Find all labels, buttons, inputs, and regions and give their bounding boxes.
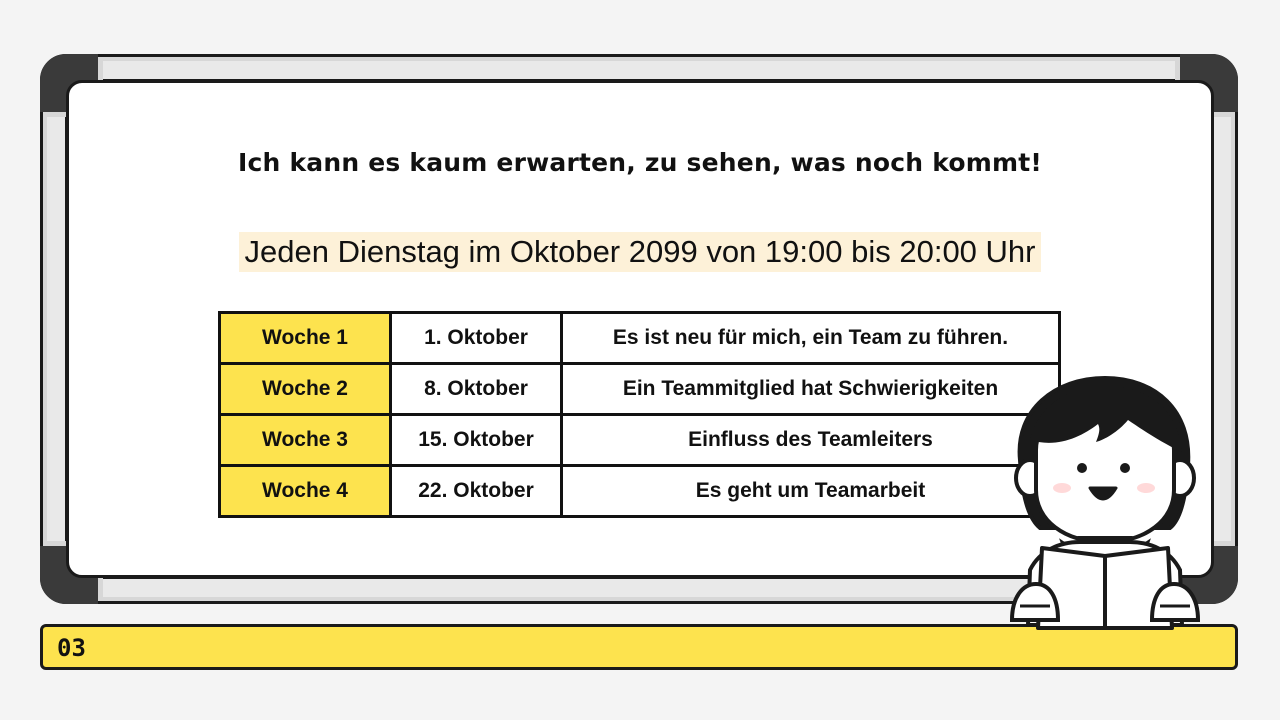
table-row — [220, 415, 1060, 466]
whiteboard-rail-top — [103, 61, 1175, 82]
schedule-subline: Jeden Dienstag im Oktober 2099 von 19:00 bis 20:00 Uhr — [239, 232, 1042, 272]
table-row — [220, 313, 1060, 364]
week-cell: Woche 1 — [220, 313, 391, 364]
topic-cell: Einfluss des Teamleiters — [562, 415, 1060, 466]
week-cell: Woche 4 — [220, 466, 391, 517]
topic-cell: Ein Teammitglied hat Schwierigkeiten — [562, 364, 1060, 415]
date-cell: 1. Oktober — [391, 313, 562, 364]
footer-bar — [40, 624, 1238, 670]
date-cell: 15. Oktober — [391, 415, 562, 466]
subline-wrapper — [0, 232, 1280, 272]
topic-cell: Es geht um Teamarbeit — [562, 466, 1060, 517]
week-cell: Woche 3 — [220, 415, 391, 466]
table-row — [220, 466, 1060, 517]
topic-cell: Es ist neu für mich, ein Team zu führen. — [562, 313, 1060, 364]
date-cell: 8. Oktober — [391, 364, 562, 415]
table-row — [220, 364, 1060, 415]
schedule-table — [218, 311, 1061, 518]
week-cell: Woche 2 — [220, 364, 391, 415]
headline: Ich kann es kaum erwarten, zu sehen, was noch kommt! — [238, 148, 1042, 177]
whiteboard-rail-left — [47, 117, 68, 541]
page-number: 03 — [57, 634, 86, 662]
date-cell: 22. Oktober — [391, 466, 562, 517]
reading-child-icon — [1000, 370, 1210, 630]
